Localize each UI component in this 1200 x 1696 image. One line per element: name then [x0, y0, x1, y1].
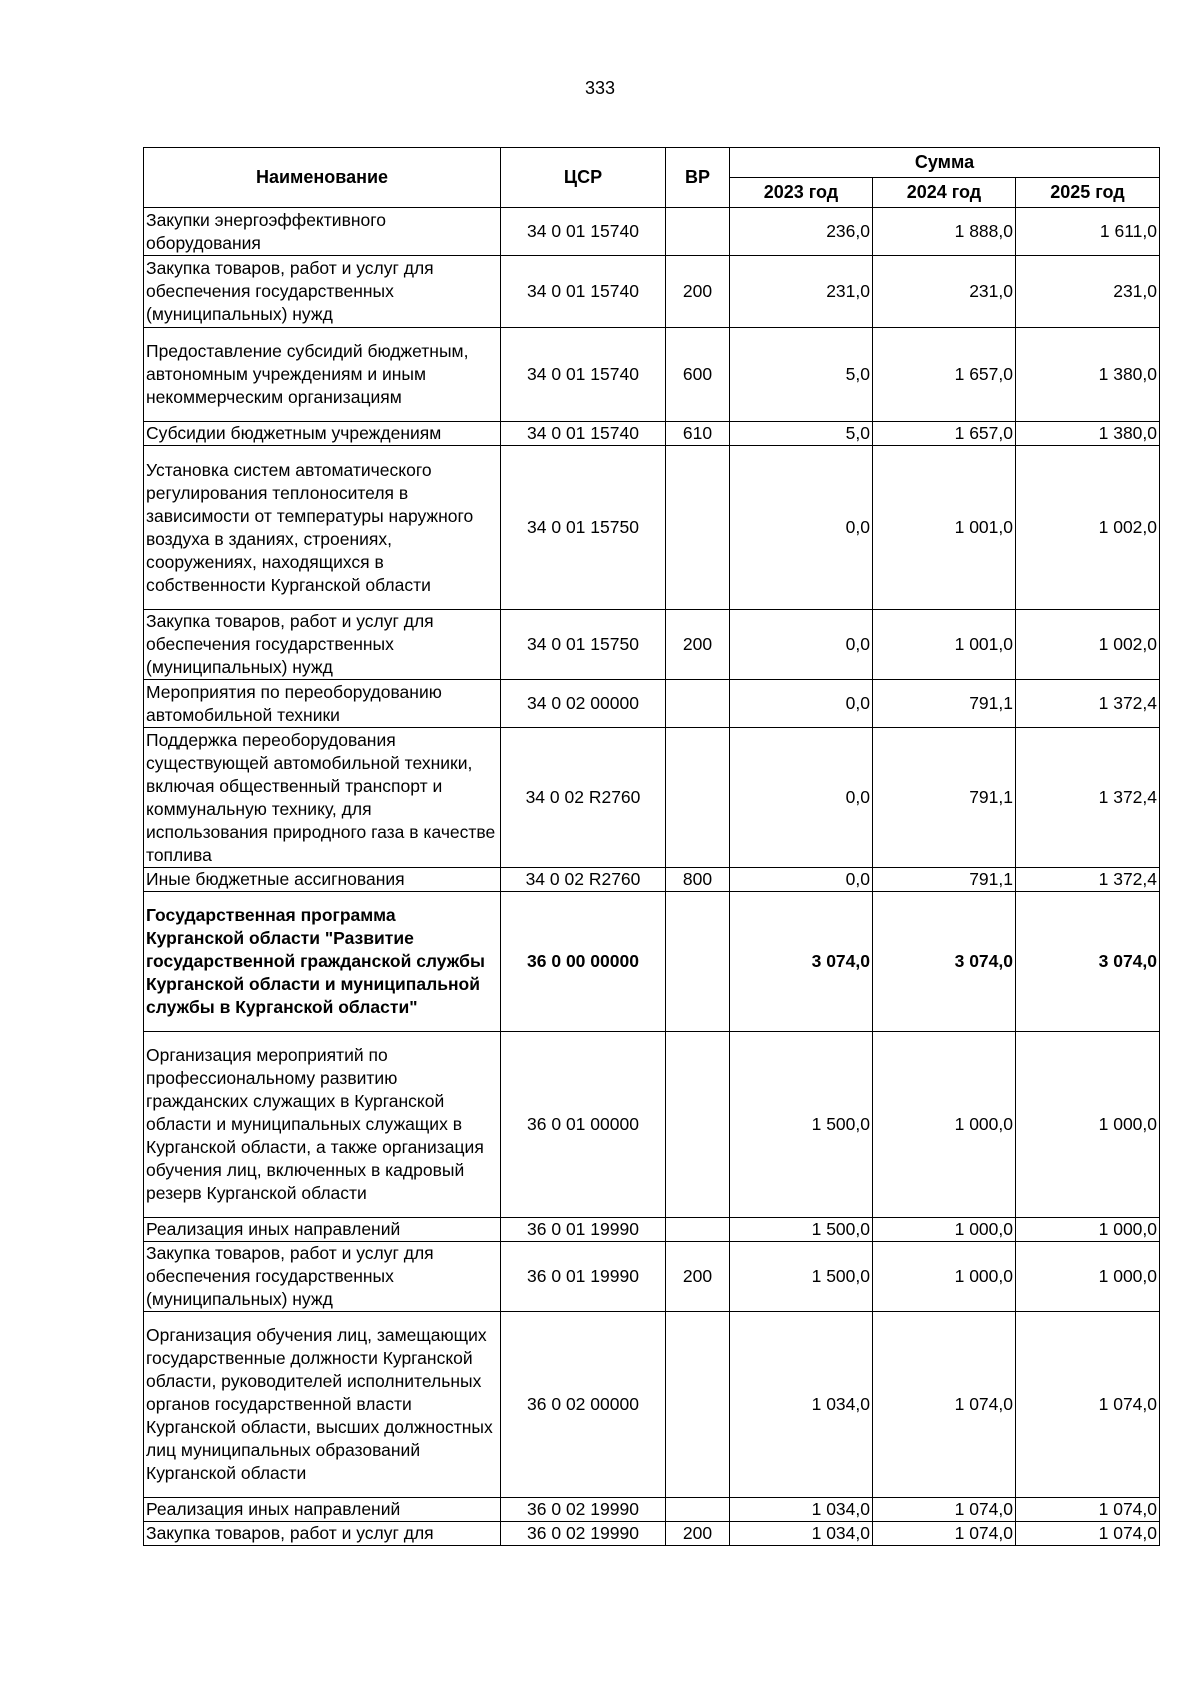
cell-vr: 200: [666, 610, 730, 680]
cell-name: Организация мероприятий по профессиональному развитию гражданских служащих в Курганской области и муниципальных служащих в Курганской области, а также организация обучения лиц, включенных в кадровый резерв Курганской области: [144, 1032, 501, 1218]
cell-y2023: 3 074,0: [730, 892, 873, 1032]
table-row: [144, 680, 1160, 728]
cell-y2024: 791,1: [873, 728, 1016, 868]
cell-vr: [666, 208, 730, 256]
cell-y2025: 1 372,4: [1016, 868, 1160, 892]
cell-csr: 34 0 02 R2760: [501, 728, 666, 868]
cell-y2025: 1 380,0: [1016, 422, 1160, 446]
cell-y2025: 1 380,0: [1016, 328, 1160, 422]
cell-vr: [666, 1218, 730, 1242]
cell-csr: 36 0 02 19990: [501, 1498, 666, 1522]
cell-name: Закупка товаров, работ и услуг для обеспечения государственных (муниципальных) нужд: [144, 610, 501, 680]
table-row: [144, 422, 1160, 446]
table-row: [144, 892, 1160, 1032]
cell-csr: 36 0 02 19990: [501, 1522, 666, 1546]
cell-y2023: 0,0: [730, 610, 873, 680]
cell-csr: 36 0 01 00000: [501, 1032, 666, 1218]
cell-csr: 36 0 01 19990: [501, 1242, 666, 1312]
cell-vr: [666, 1312, 730, 1498]
header-csr: ЦСР: [501, 148, 666, 208]
cell-y2024: 1 000,0: [873, 1242, 1016, 1312]
cell-y2025: 1 002,0: [1016, 610, 1160, 680]
cell-vr: [666, 1498, 730, 1522]
cell-y2024: 1 074,0: [873, 1498, 1016, 1522]
cell-name: Государственная программа Курганской области "Развитие государственной гражданской службы Курганской области и муниципальной службы в Курганской области": [144, 892, 501, 1032]
cell-name: Поддержка переоборудования существующей автомобильной техники, включая общественный транспорт и коммунальную технику, для использования природного газа в качестве топлива: [144, 728, 501, 868]
table-row: [144, 1242, 1160, 1312]
header-vr: ВР: [666, 148, 730, 208]
cell-name: Установка систем автоматического регулирования теплоносителя в зависимости от температуры наружного воздуха в зданиях, строениях, сооружениях, находящихся в собственности Курганской области: [144, 446, 501, 610]
cell-y2025: 3 074,0: [1016, 892, 1160, 1032]
cell-y2024: 231,0: [873, 256, 1016, 328]
cell-y2023: 1 500,0: [730, 1218, 873, 1242]
header-sum: Сумма: [730, 148, 1160, 178]
cell-name: Иные бюджетные ассигнования: [144, 868, 501, 892]
table-row: [144, 328, 1160, 422]
cell-y2025: 231,0: [1016, 256, 1160, 328]
cell-y2023: 231,0: [730, 256, 873, 328]
page-number: 333: [584, 78, 616, 98]
cell-y2023: 0,0: [730, 868, 873, 892]
cell-y2023: 1 034,0: [730, 1312, 873, 1498]
cell-y2023: 1 034,0: [730, 1522, 873, 1546]
cell-y2023: 236,0: [730, 208, 873, 256]
cell-y2024: 791,1: [873, 868, 1016, 892]
cell-vr: 200: [666, 1522, 730, 1546]
cell-name: Реализация иных направлений: [144, 1218, 501, 1242]
cell-y2023: 1 500,0: [730, 1032, 873, 1218]
cell-y2025: 1 372,4: [1016, 728, 1160, 868]
cell-y2025: 1 074,0: [1016, 1312, 1160, 1498]
cell-y2024: 1 074,0: [873, 1312, 1016, 1498]
cell-y2023: 0,0: [730, 446, 873, 610]
cell-y2025: 1 074,0: [1016, 1498, 1160, 1522]
cell-name: Закупки энергоэффективного оборудования: [144, 208, 501, 256]
table-row: [144, 256, 1160, 328]
cell-y2024: 1 000,0: [873, 1218, 1016, 1242]
cell-name: Закупка товаров, работ и услуг для обеспечения государственных (муниципальных) нужд: [144, 256, 501, 328]
cell-y2025: 1 000,0: [1016, 1218, 1160, 1242]
table-row: [144, 1218, 1160, 1242]
cell-csr: 34 0 01 15740: [501, 422, 666, 446]
cell-y2023: 5,0: [730, 328, 873, 422]
header-2025: 2025 год: [1016, 178, 1160, 208]
table-body: [144, 208, 1160, 1546]
table-row: [144, 208, 1160, 256]
table-row: [144, 610, 1160, 680]
cell-y2023: 0,0: [730, 728, 873, 868]
cell-y2023: 0,0: [730, 680, 873, 728]
cell-csr: 34 0 02 R2760: [501, 868, 666, 892]
cell-name: Мероприятия по переоборудованию автомобильной техники: [144, 680, 501, 728]
cell-vr: 200: [666, 1242, 730, 1312]
cell-csr: 34 0 01 15750: [501, 610, 666, 680]
cell-vr: [666, 680, 730, 728]
cell-y2023: 1 500,0: [730, 1242, 873, 1312]
table-row: [144, 1522, 1160, 1546]
cell-y2025: 1 000,0: [1016, 1032, 1160, 1218]
cell-vr: 600: [666, 328, 730, 422]
cell-csr: 34 0 02 00000: [501, 680, 666, 728]
cell-y2023: 5,0: [730, 422, 873, 446]
cell-y2025: 1 000,0: [1016, 1242, 1160, 1312]
cell-y2024: 1 657,0: [873, 422, 1016, 446]
cell-csr: 36 0 02 00000: [501, 1312, 666, 1498]
cell-csr: 34 0 01 15740: [501, 328, 666, 422]
cell-vr: [666, 1032, 730, 1218]
cell-name: Организация обучения лиц, замещающих государственные должности Курганской области, руководителей исполнительных органов государственной власти Курганской области, высших должностных лиц муниципальных образований Курганской области: [144, 1312, 501, 1498]
header-2024: 2024 год: [873, 178, 1016, 208]
cell-name: Реализация иных направлений: [144, 1498, 501, 1522]
cell-vr: [666, 892, 730, 1032]
cell-y2025: 1 002,0: [1016, 446, 1160, 610]
cell-name: Субсидии бюджетным учреждениям: [144, 422, 501, 446]
cell-csr: 34 0 01 15740: [501, 208, 666, 256]
cell-y2024: 1 657,0: [873, 328, 1016, 422]
table-row: [144, 868, 1160, 892]
table-row: [144, 446, 1160, 610]
table-row: [144, 728, 1160, 868]
cell-vr: 610: [666, 422, 730, 446]
cell-y2025: 1 372,4: [1016, 680, 1160, 728]
cell-y2024: 1 888,0: [873, 208, 1016, 256]
cell-y2024: 1 001,0: [873, 610, 1016, 680]
cell-y2025: 1 074,0: [1016, 1522, 1160, 1546]
cell-name: Закупка товаров, работ и услуг для: [144, 1522, 501, 1546]
cell-vr: [666, 728, 730, 868]
budget-table: [143, 147, 1160, 1546]
cell-y2024: 791,1: [873, 680, 1016, 728]
cell-vr: [666, 446, 730, 610]
cell-vr: 200: [666, 256, 730, 328]
cell-y2024: 1 001,0: [873, 446, 1016, 610]
table-row: [144, 1312, 1160, 1498]
header-name: Наименование: [144, 148, 501, 208]
cell-y2023: 1 034,0: [730, 1498, 873, 1522]
table-row: [144, 1032, 1160, 1218]
cell-y2025: 1 611,0: [1016, 208, 1160, 256]
cell-y2024: 1 000,0: [873, 1032, 1016, 1218]
cell-csr: 34 0 01 15740: [501, 256, 666, 328]
cell-csr: 34 0 01 15750: [501, 446, 666, 610]
table-row: [144, 1498, 1160, 1522]
cell-y2024: 3 074,0: [873, 892, 1016, 1032]
cell-y2024: 1 074,0: [873, 1522, 1016, 1546]
header-2023: 2023 год: [730, 178, 873, 208]
cell-vr: 800: [666, 868, 730, 892]
cell-name: Предоставление субсидий бюджетным, автономным учреждениям и иным некоммерческим организациям: [144, 328, 501, 422]
cell-csr: 36 0 01 19990: [501, 1218, 666, 1242]
cell-csr: 36 0 00 00000: [501, 892, 666, 1032]
cell-name: Закупка товаров, работ и услуг для обеспечения государственных (муниципальных) нужд: [144, 1242, 501, 1312]
